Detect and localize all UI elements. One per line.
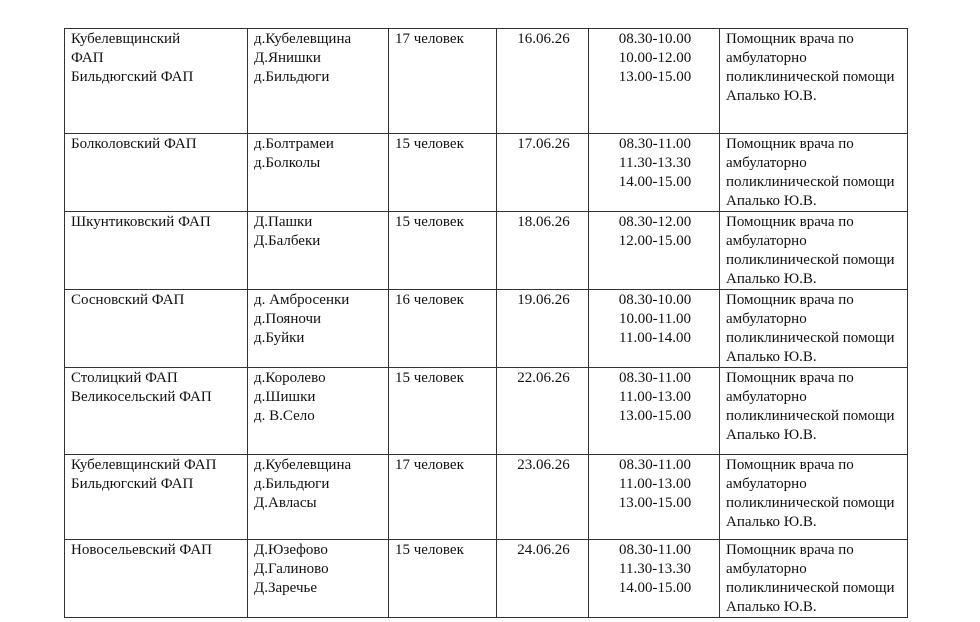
responsible-line: Апалько Ю.В.	[726, 349, 817, 365]
villages-cell	[248, 368, 389, 455]
table-row	[65, 290, 908, 368]
date-cell	[497, 212, 589, 290]
people-count-text: 15 человек	[395, 370, 464, 386]
responsible-cell	[720, 368, 908, 455]
responsible-line: Помощник врача по	[726, 542, 854, 558]
responsible-line: Апалько Ю.В.	[726, 514, 817, 530]
villages-cell	[248, 290, 389, 368]
villages-cell	[248, 29, 389, 134]
village-name: д.Шишки	[254, 389, 316, 405]
responsible-line: Апалько Ю.В.	[726, 88, 817, 104]
responsible-line: поликлинической помощи	[726, 252, 895, 268]
responsible-cell	[720, 455, 908, 540]
responsible-line: амбулаторно	[726, 389, 807, 405]
responsible-line: амбулаторно	[726, 476, 807, 492]
date-cell	[497, 290, 589, 368]
responsible-line: Помощник врача по	[726, 370, 854, 386]
date-cell	[497, 29, 589, 134]
time-slots-cell	[589, 290, 720, 368]
time-slot: 13.00-15.00	[618, 495, 692, 511]
villages-cell	[248, 134, 389, 212]
responsible-cell	[720, 290, 908, 368]
fap-name-line: Болколовский ФАП	[71, 136, 197, 152]
fap-name-cell	[65, 134, 248, 212]
fap-name-line: Сосновский ФАП	[71, 292, 185, 308]
time-slot: 10.00-11.00	[619, 311, 691, 327]
fap-name-cell	[65, 212, 248, 290]
date-cell	[497, 540, 589, 618]
fap-name-line: Столицкий ФАП	[71, 370, 178, 386]
date-text: 19.06.26	[517, 292, 570, 308]
responsible-line: амбулаторно	[726, 233, 807, 249]
date-text: 16.06.26	[517, 31, 570, 47]
fap-name-cell	[65, 368, 248, 455]
responsible-cell	[720, 540, 908, 618]
responsible-line: амбулаторно	[726, 311, 807, 327]
responsible-line: поликлинической помощи	[726, 174, 895, 190]
village-name: Д.Заречье	[254, 580, 317, 596]
fap-name-line: Кубелевщинский ФАП	[71, 457, 217, 473]
people-count-text: 17 человек	[395, 457, 464, 473]
responsible-line: Апалько Ю.В.	[726, 427, 817, 443]
responsible-line: амбулаторно	[726, 155, 807, 171]
fap-name-cell	[65, 540, 248, 618]
time-slots-cell	[589, 29, 720, 134]
table-row	[65, 134, 908, 212]
village-name: Д.Авласы	[254, 495, 317, 511]
time-slots-cell	[589, 540, 720, 618]
table-row	[65, 540, 908, 618]
responsible-line: Апалько Ю.В.	[726, 599, 817, 615]
responsible-cell	[720, 134, 908, 212]
time-slot: 11.30-13.30	[619, 561, 691, 577]
time-slot: 08.30-12.00	[618, 214, 692, 230]
village-name: д.Бильдюги	[254, 69, 330, 85]
table-row	[65, 455, 908, 540]
village-name: Д.Галиново	[254, 561, 329, 577]
table-row	[65, 212, 908, 290]
time-slot: 13.00-15.00	[618, 69, 692, 85]
responsible-cell	[720, 212, 908, 290]
schedule-table	[64, 28, 908, 618]
date-text: 17.06.26	[517, 136, 570, 152]
time-slot: 11.00-13.00	[619, 476, 691, 492]
responsible-line: поликлинической помощи	[726, 330, 895, 346]
time-slot: 12.00-15.00	[618, 233, 692, 249]
fap-name-line: Новосельевский ФАП	[71, 542, 212, 558]
fap-name-line: Бильдюгский ФАП	[71, 69, 194, 85]
people-count-cell	[389, 540, 497, 618]
time-slot: 08.30-11.00	[619, 370, 691, 386]
responsible-line: амбулаторно	[726, 50, 807, 66]
people-count-cell	[389, 290, 497, 368]
fap-name-line: ФАП	[71, 50, 104, 66]
date-cell	[497, 455, 589, 540]
village-name: д.Кубелевщина	[254, 457, 352, 473]
village-name: д. Амбросенки	[254, 292, 350, 308]
village-name: д.Кубелевщина	[254, 31, 352, 47]
time-slot: 08.30-11.00	[619, 542, 691, 558]
responsible-line: Помощник врача по	[726, 457, 854, 473]
time-slot: 14.00-15.00	[618, 580, 692, 596]
responsible-cell	[720, 29, 908, 134]
date-cell	[497, 368, 589, 455]
fap-name-cell	[65, 29, 248, 134]
time-slot: 08.30-11.00	[619, 136, 691, 152]
fap-name-line: Бильдюгский ФАП	[71, 476, 194, 492]
people-count-cell	[389, 212, 497, 290]
time-slot: 08.30-11.00	[619, 457, 691, 473]
date-text: 24.06.26	[517, 542, 570, 558]
people-count-text: 15 человек	[395, 136, 464, 152]
time-slots-cell	[589, 212, 720, 290]
village-name: Д.Пашки	[254, 214, 313, 230]
time-slots-cell	[589, 134, 720, 212]
village-name: д.Бильдюги	[254, 476, 330, 492]
responsible-line: поликлинической помощи	[726, 580, 895, 596]
people-count-text: 16 человек	[395, 292, 464, 308]
fap-name-cell	[65, 455, 248, 540]
villages-cell	[248, 212, 389, 290]
time-slot: 11.00-13.00	[619, 389, 691, 405]
fap-name-cell	[65, 290, 248, 368]
responsible-line: Помощник врача по	[726, 31, 854, 47]
village-name: д.Болколы	[254, 155, 321, 171]
responsible-line: Помощник врача по	[726, 214, 854, 230]
people-count-text: 17 человек	[395, 31, 464, 47]
village-name: Д.Юзефово	[254, 542, 328, 558]
time-slot: 11.30-13.30	[619, 155, 691, 171]
people-count-cell	[389, 368, 497, 455]
villages-cell	[248, 540, 389, 618]
responsible-line: Апалько Ю.В.	[726, 271, 817, 287]
time-slot: 08.30-10.00	[618, 31, 692, 47]
date-text: 22.06.26	[517, 370, 570, 386]
time-slot: 10.00-12.00	[618, 50, 692, 66]
responsible-line: поликлинической помощи	[726, 408, 895, 424]
responsible-line: поликлинической помощи	[726, 69, 895, 85]
responsible-line: амбулаторно	[726, 561, 807, 577]
people-count-cell	[389, 455, 497, 540]
people-count-cell	[389, 29, 497, 134]
village-name: д.Королево	[254, 370, 326, 386]
people-count-text: 15 человек	[395, 214, 464, 230]
village-name: д.Болтрамеи	[254, 136, 334, 152]
responsible-line: Помощник врача по	[726, 292, 854, 308]
table-row	[65, 29, 908, 134]
time-slot: 14.00-15.00	[618, 174, 692, 190]
fap-name-line: Великосельский ФАП	[71, 389, 212, 405]
time-slot: 11.00-14.00	[619, 330, 691, 346]
date-text: 23.06.26	[517, 457, 570, 473]
date-cell	[497, 134, 589, 212]
responsible-line: Апалько Ю.В.	[726, 193, 817, 209]
village-name: д. В.Село	[254, 408, 315, 424]
village-name: д.Буйки	[254, 330, 305, 346]
date-text: 18.06.26	[517, 214, 570, 230]
time-slots-cell	[589, 368, 720, 455]
people-count-cell	[389, 134, 497, 212]
village-name: Д.Янишки	[254, 50, 321, 66]
time-slot: 13.00-15.00	[618, 408, 692, 424]
fap-name-line: Кубелевщинский	[71, 31, 181, 47]
responsible-line: Помощник врача по	[726, 136, 854, 152]
time-slot: 08.30-10.00	[618, 292, 692, 308]
fap-name-line: Шкунтиковский ФАП	[71, 214, 211, 230]
village-name: д.Пояночи	[254, 311, 322, 327]
village-name: Д.Балбеки	[254, 233, 321, 249]
villages-cell	[248, 455, 389, 540]
responsible-line: поликлинической помощи	[726, 495, 895, 511]
people-count-text: 15 человек	[395, 542, 464, 558]
time-slots-cell	[589, 455, 720, 540]
table-row	[65, 368, 908, 455]
schedule-rows	[65, 29, 908, 618]
